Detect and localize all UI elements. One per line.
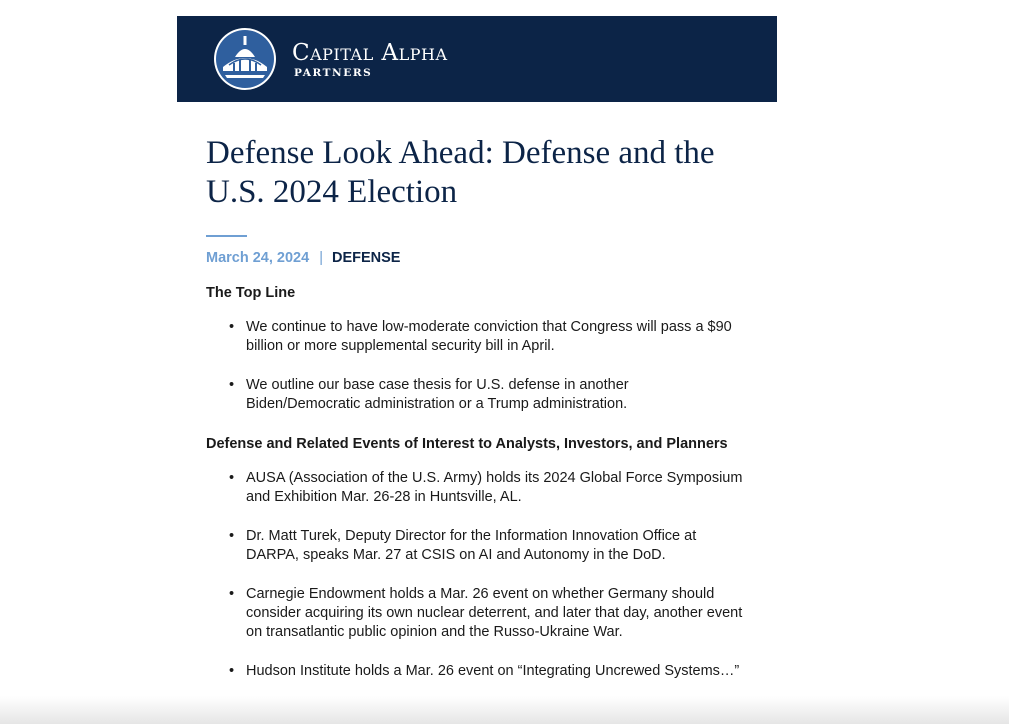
bullet-icon: • xyxy=(229,470,235,486)
list-item xyxy=(206,376,746,414)
capitol-dome-icon xyxy=(213,27,277,91)
list-item-text: Carnegie Endowment holds a Mar. 26 event on whether Germany should consider acquiring its own nuclear deterrent, and later that day, another event on transatlantic public opinion and the Russo-Ukraine War. xyxy=(246,586,743,640)
list-item-text: We outline our base case thesis for U.S. defense in another Biden/Democratic administration or a Trump administration. xyxy=(246,377,629,412)
article-meta xyxy=(206,249,400,267)
list-item-text: We continue to have low-moderate conviction that Congress will pass a $90 billion or more supplemental security bill in April. xyxy=(246,319,732,354)
list-item xyxy=(206,527,746,565)
bullet-icon: • xyxy=(229,528,235,544)
list-item xyxy=(206,662,746,681)
events-bullet-list xyxy=(206,469,746,701)
bullet-icon: • xyxy=(229,663,235,679)
article-category-link[interactable]: DEFENSE xyxy=(331,250,401,266)
section-heading-top-line: The Top Line xyxy=(206,285,296,301)
bullet-icon: • xyxy=(229,586,235,602)
bullet-icon: • xyxy=(229,319,235,335)
section-heading-events: Defense and Related Events of Interest to Analysts, Investors, and Planners xyxy=(206,436,728,452)
list-item xyxy=(206,469,746,507)
list-item xyxy=(206,318,746,356)
article-title: Defense Look Ahead: Defense and the U.S. 2024 Election xyxy=(206,135,715,210)
list-item xyxy=(206,585,746,642)
brand-subtitle: PARTNERS xyxy=(294,67,373,79)
title-divider xyxy=(206,235,247,237)
list-item-text: AUSA (Association of the U.S. Army) holds its 2024 Global Force Symposium and Exhibition Mar. 26-28 in Huntsville, AL. xyxy=(246,470,743,505)
list-item-text: Dr. Matt Turek, Deputy Director for the Information Innovation Office at DARPA, speaks Mar. 27 at CSIS on AI and Autonomy in the DoD. xyxy=(246,528,697,563)
header-banner[interactable] xyxy=(177,16,777,102)
bullet-icon: • xyxy=(229,377,235,393)
meta-separator: | xyxy=(319,250,323,266)
brand-name: Capital Alpha xyxy=(292,40,448,66)
article-date: March 24, 2024 xyxy=(206,250,310,266)
top-line-bullet-list xyxy=(206,318,746,434)
list-item-text: Hudson Institute holds a Mar. 26 event on “Integrating Uncrewed Systems…” xyxy=(246,663,740,679)
